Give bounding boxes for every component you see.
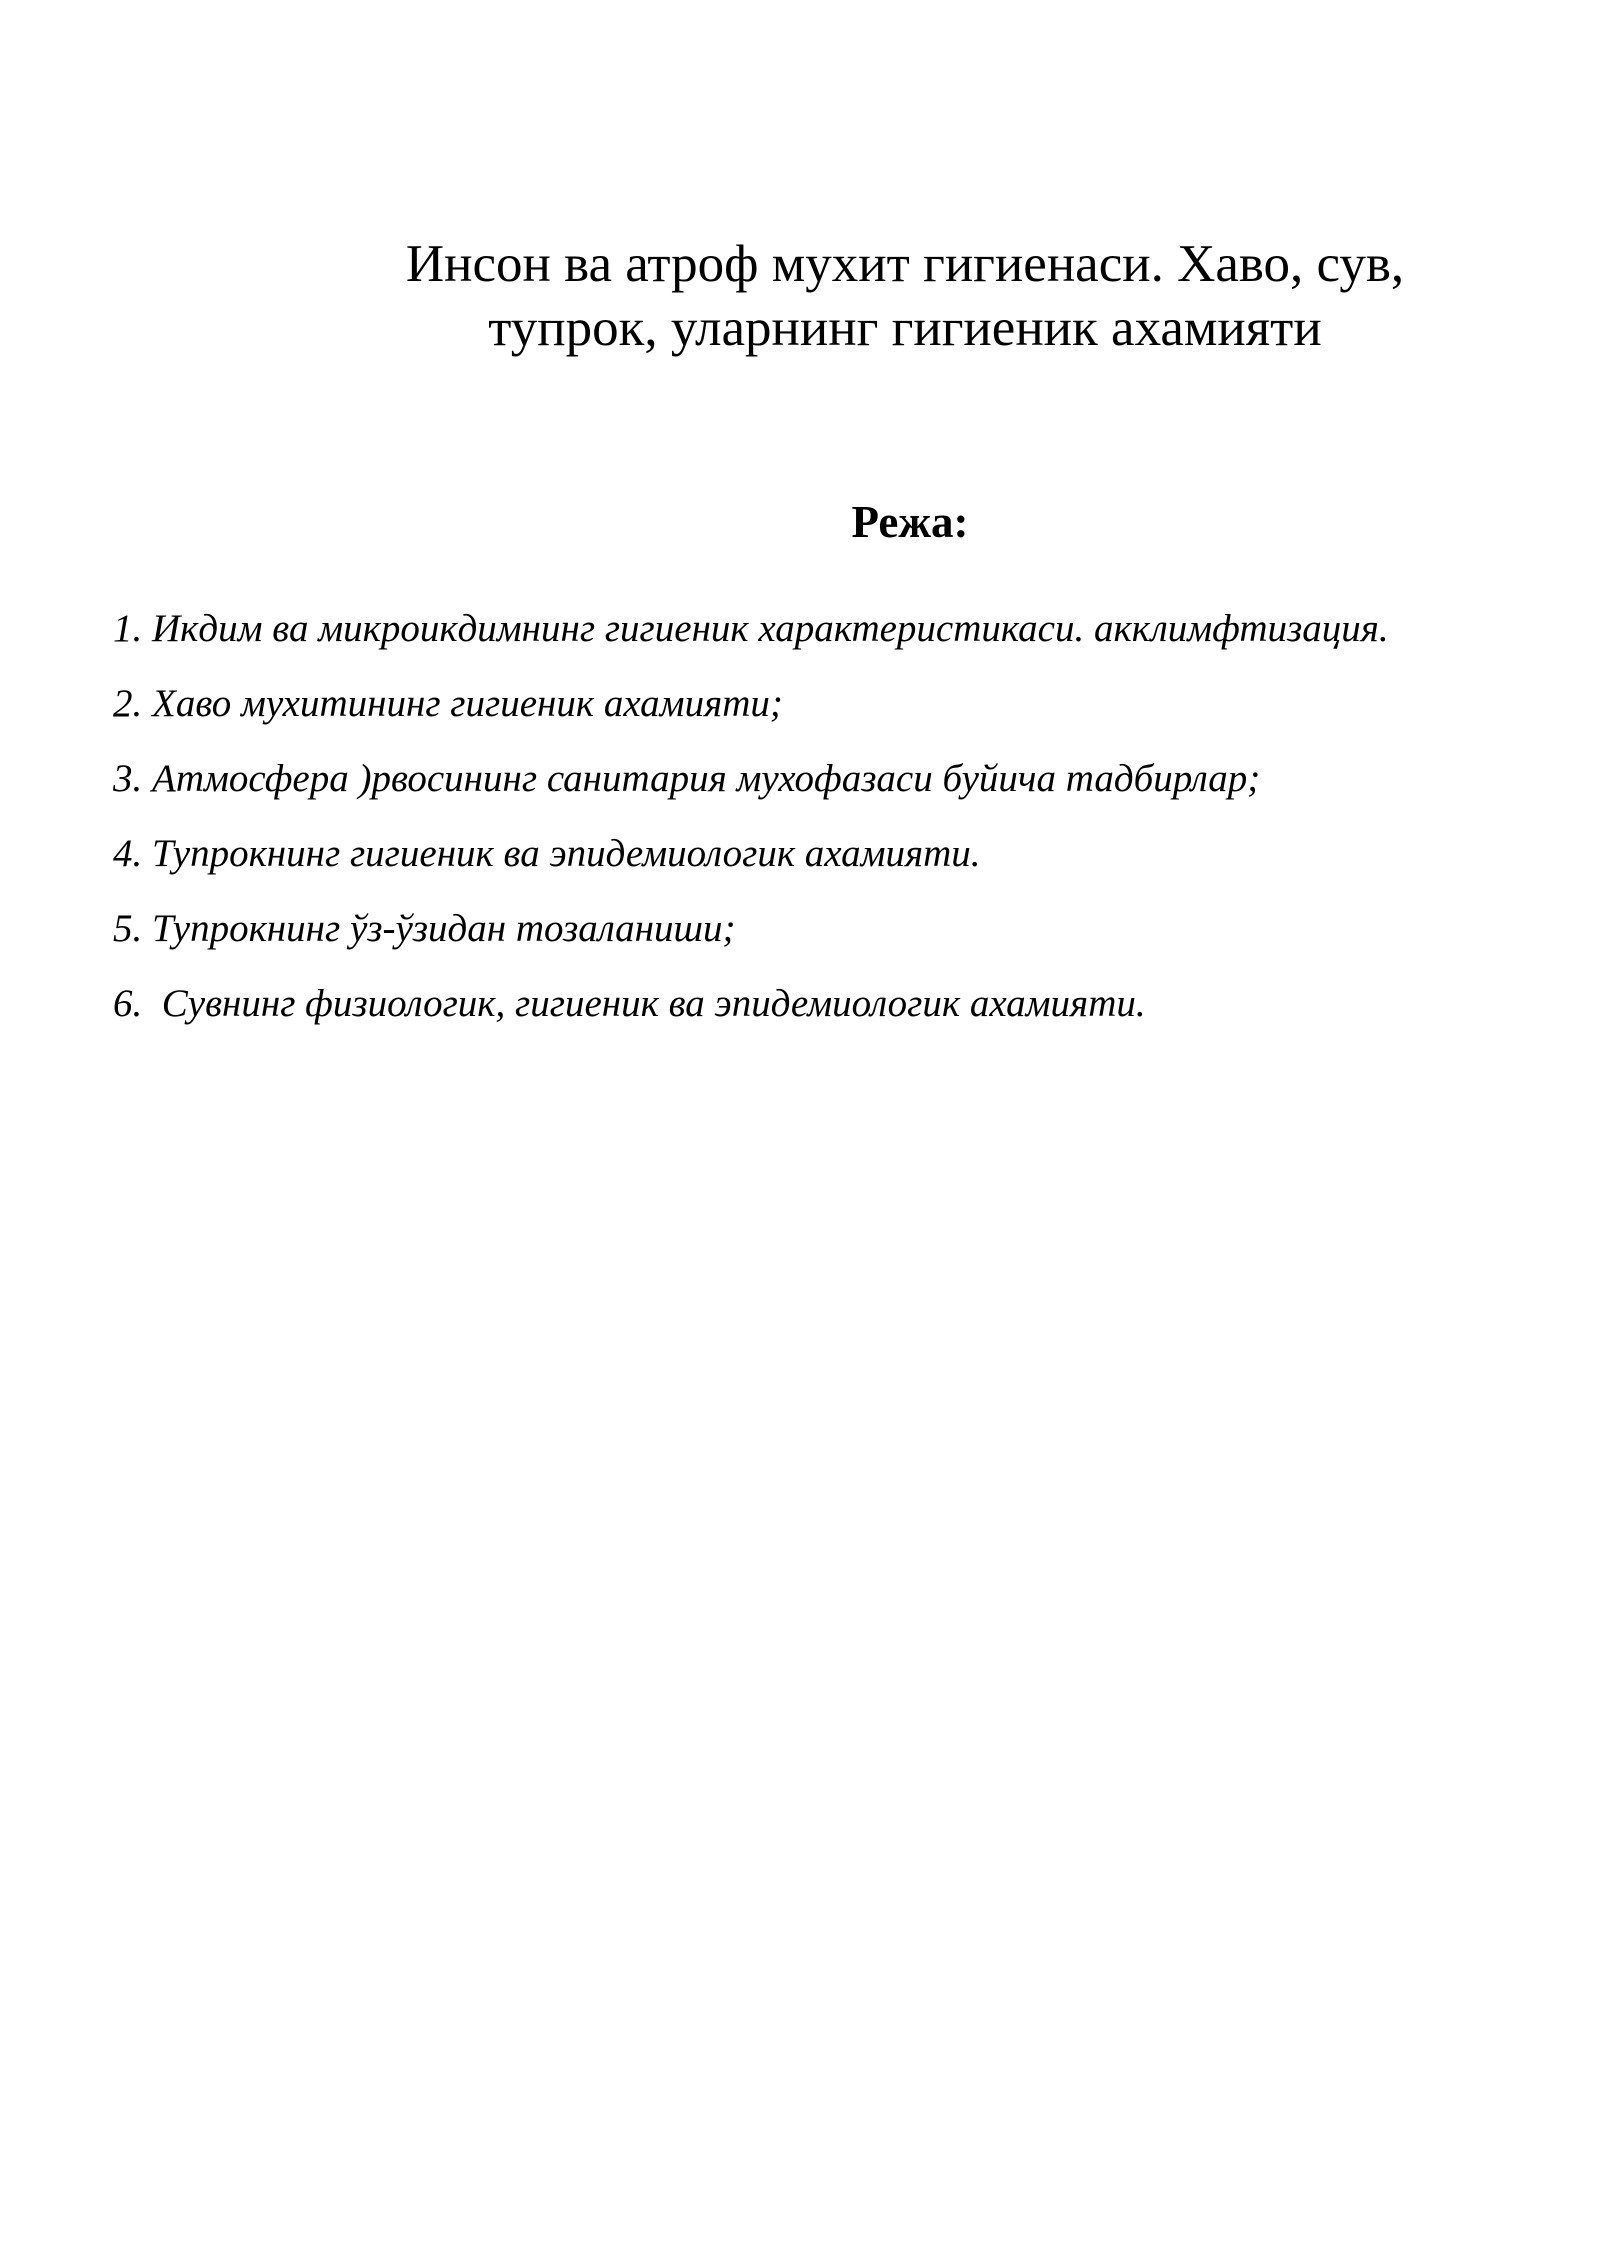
plan-heading: Режа: [851, 497, 969, 547]
plan-item-5: 5. Тупрокнинг ўз-ўзидан тозаланиши; [113, 907, 736, 950]
document-title [300, 232, 1510, 360]
plan-item-6: 6. Сувнинг физиологик, гигиеник ва эпидемиологик ахамияти. [113, 982, 1146, 1025]
plan-item-1: 1. Икдим ва микроикдимнинг гигиеник характеристикаси. акклимфтизация. [113, 607, 1389, 650]
plan-list [113, 604, 1573, 1054]
document-title-line-1: Инсон ва атроф мухит гигиенаси. Хаво, сув, [405, 235, 1405, 293]
plan-item-3: 3. Атмосфера )рвосининг санитария мухофазаси буйича тадбирлар; [113, 757, 1261, 800]
plan-item-4: 4. Тупрокнинг гигиеник ва эпидемиологик ахамияти. [113, 832, 981, 875]
plan-item-2: 2. Хаво мухитининг гигиеник ахамияти; [113, 682, 783, 725]
document-title-line-2: тупрок, уларнинг гигиеник ахамияти [488, 299, 1322, 357]
